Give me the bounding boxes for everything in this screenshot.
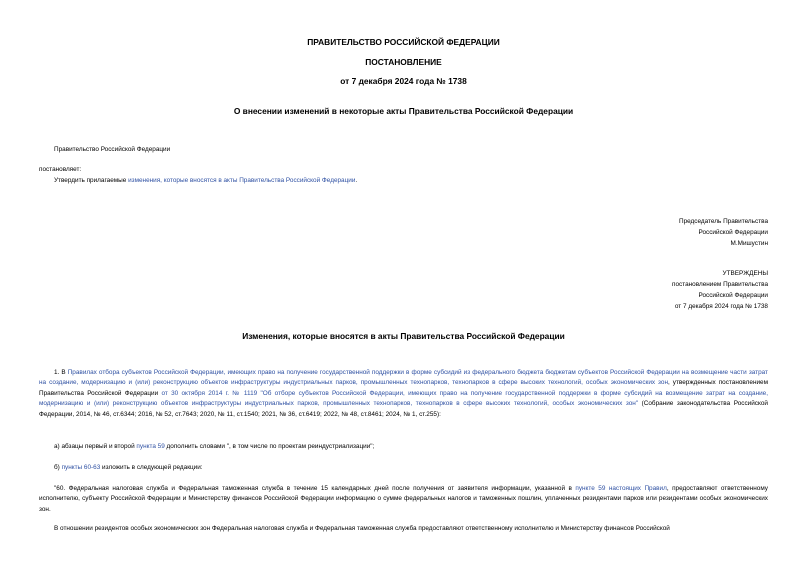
- point-60-paragraph: [39, 484, 768, 515]
- approve-suffix: .: [355, 177, 358, 184]
- approve-changes-link[interactable]: изменения, которые вносятся в акты Правительства Российской Федерации: [128, 177, 356, 184]
- points-60-63-link[interactable]: пункты 60-63: [61, 464, 101, 471]
- point-59-rules-link[interactable]: пункте 59 настоящих Правил: [575, 485, 667, 492]
- sub-a-paragraph: [39, 442, 768, 452]
- signature-country: Российской Федерации: [698, 229, 768, 236]
- sub-b-prefix: б): [54, 464, 62, 471]
- decrees-text: постановляет:: [39, 166, 82, 173]
- sub-b-suffix: изложить в следующей редакции:: [100, 464, 203, 471]
- point-59-link[interactable]: пункта 59: [136, 443, 165, 450]
- sub-a-prefix: а) абзацы первый и второй: [54, 443, 137, 450]
- sub-b-paragraph: [39, 463, 768, 473]
- point-60-prefix: "60. Федеральная налоговая служба и Федеральная таможенная служба в течение 15 календарных дней после получения от заявителя информации, указанной в: [54, 485, 576, 492]
- signature-name: М.Мишустин: [730, 240, 768, 247]
- resolution-1119-link[interactable]: от 30 октября 2014 г. № 1119 "Об отборе субъектов Российской Федерации, имеющих право на получение государственной поддержки в форме субсидий на возмещение затрат на создание, модернизацию и (или) реконструкцию объектов инфраструктуры индустриальных парков, промышленных технопарков, технопарков в сфере высоких технологий, особых экономических зон": [39, 389, 768, 408]
- signature-position: Председатель Правительства: [679, 218, 768, 225]
- sub-a-suffix: дополнить словами ", в том числе по проектам реиндустриализации";: [164, 443, 375, 450]
- signature-block: [679, 216, 768, 249]
- date-number-heading: от 7 декабря 2024 года № 1738: [340, 76, 467, 86]
- item-1-paragraph: [39, 368, 768, 420]
- approve-paragraph: [54, 176, 357, 186]
- sez-paragraph: В отношении резидентов особых экономических зон Федеральная налоговая служба и Федеральная таможенная служба предоставляют ответственному исполнителю и Министерству финансов Российской: [54, 525, 670, 532]
- approval-date: от 7 декабря 2024 года № 1738: [674, 303, 768, 310]
- doc-type-heading: ПОСТАНОВЛЕНИЕ: [365, 57, 442, 67]
- item-1-suffix: (Собрание законодательства Российской Федерации, 2014, № 46, ст.6344; 2016, № 52, ст.7643; 2020, № 11, ст.1540; 2021, № 36, ст.6419; 2022, № 48, ст.8461; 2024, № 1, ст.255):: [39, 400, 768, 418]
- approval-by: постановлением Правительства: [672, 281, 768, 288]
- changes-title: Изменения, которые вносятся в акты Правительства Российской Федерации: [242, 331, 565, 341]
- approve-prefix: Утвердить прилагаемые: [54, 177, 129, 184]
- approval-block: [672, 268, 768, 312]
- item-1-mid: , утвержденных постановлением Правительства Российской Федерации: [39, 379, 768, 397]
- approval-country: Российской Федерации: [698, 292, 768, 299]
- authority-heading: ПРАВИТЕЛЬСТВО РОССИЙСКОЙ ФЕДЕРАЦИИ: [307, 37, 500, 47]
- rules-link[interactable]: Правилах отбора субъектов Российской Федерации, имеющих право на получение государственной поддержки в форме субсидий из федерального бюджета бюджетам субъектов Российской Федерации на возмещение части затрат на создание, модернизацию и (или) реконструкцию объектов инфраструктуры индустриальных парков, промышленных технопарков, технопарков в сфере высоких технологий, особых экономических зон: [39, 369, 768, 387]
- document-title: О внесении изменений в некоторые акты Правительства Российской Федерации: [233, 106, 574, 116]
- government-text: Правительство Российской Федерации: [54, 146, 171, 153]
- approval-title: УТВЕРЖДЕНЫ: [722, 270, 768, 277]
- point-60-suffix: , предоставляют ответственному исполнителю, субъекту Российской Федерации и Министерству финансов Российской Федерации информацию о сумме федеральных налогов и таможенных пошлин, уплаченных резидентами парков или резидентами особых экономических зон.: [39, 485, 769, 513]
- item-1-prefix: 1. В: [54, 369, 68, 376]
